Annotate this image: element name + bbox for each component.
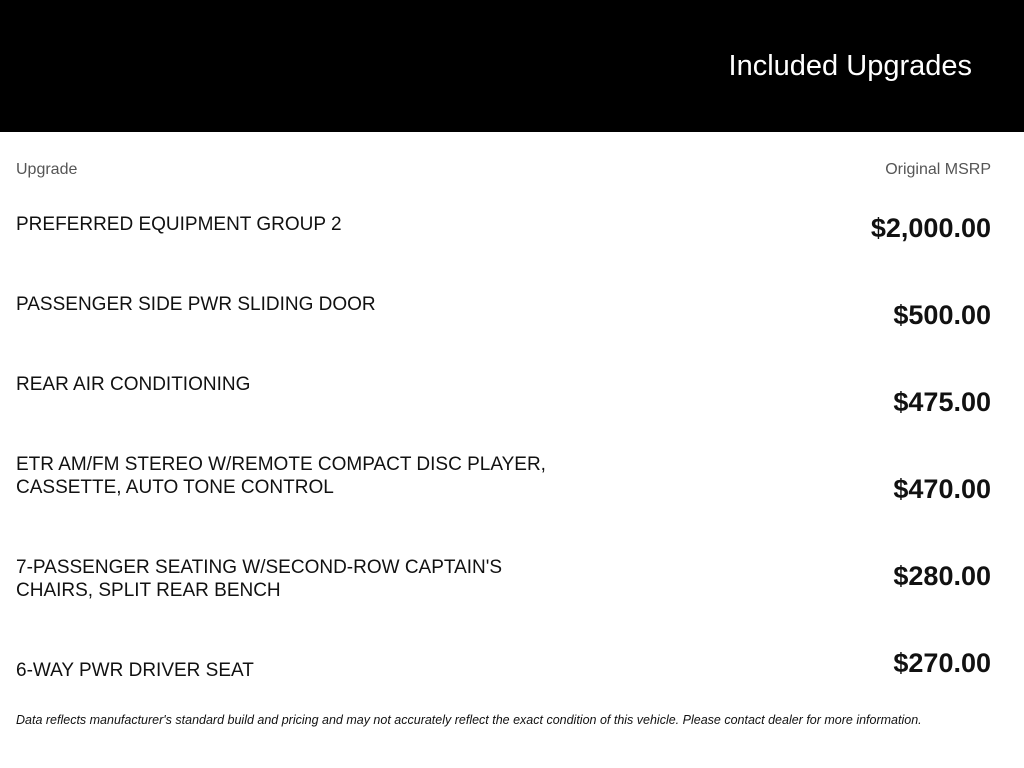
upgrade-label: 7-PASSENGER SEATING W/SECOND-ROW CAPTAIN'S CHAIRS, SPLIT REAR BENCH: [16, 557, 503, 601]
upgrade-price: $475.00: [893, 387, 991, 417]
upgrade-label: REAR AIR CONDITIONING: [16, 374, 251, 395]
upgrade-label: PASSENGER SIDE PWR SLIDING DOOR: [16, 294, 376, 315]
page-title: Included Upgrades: [728, 50, 972, 82]
upgrade-price: $2,000.00: [870, 213, 991, 243]
upgrade-price: $470.00: [893, 474, 991, 504]
upgrade-label: 6-WAY PWR DRIVER SEAT: [16, 660, 254, 681]
upgrade-price: $270.00: [893, 648, 991, 678]
page-header: [0, 0, 1024, 132]
disclaimer-footnote: Data reflects manufacturer's standard build and pricing and may not accurately reflect the exact condition of this vehicle. Please contact dealer for more information.: [16, 713, 922, 727]
column-header-upgrade: Upgrade: [16, 161, 78, 178]
upgrade-label: PREFERRED EQUIPMENT GROUP 2: [16, 214, 342, 235]
column-header-original-msrp: Original MSRP: [885, 161, 991, 178]
upgrade-price: $280.00: [893, 561, 991, 591]
upgrade-price: $500.00: [893, 300, 991, 330]
upgrade-label: ETR AM/FM STEREO W/REMOTE COMPACT DISC PLAYER, CASSETTE, AUTO TONE CONTROL: [16, 454, 546, 498]
